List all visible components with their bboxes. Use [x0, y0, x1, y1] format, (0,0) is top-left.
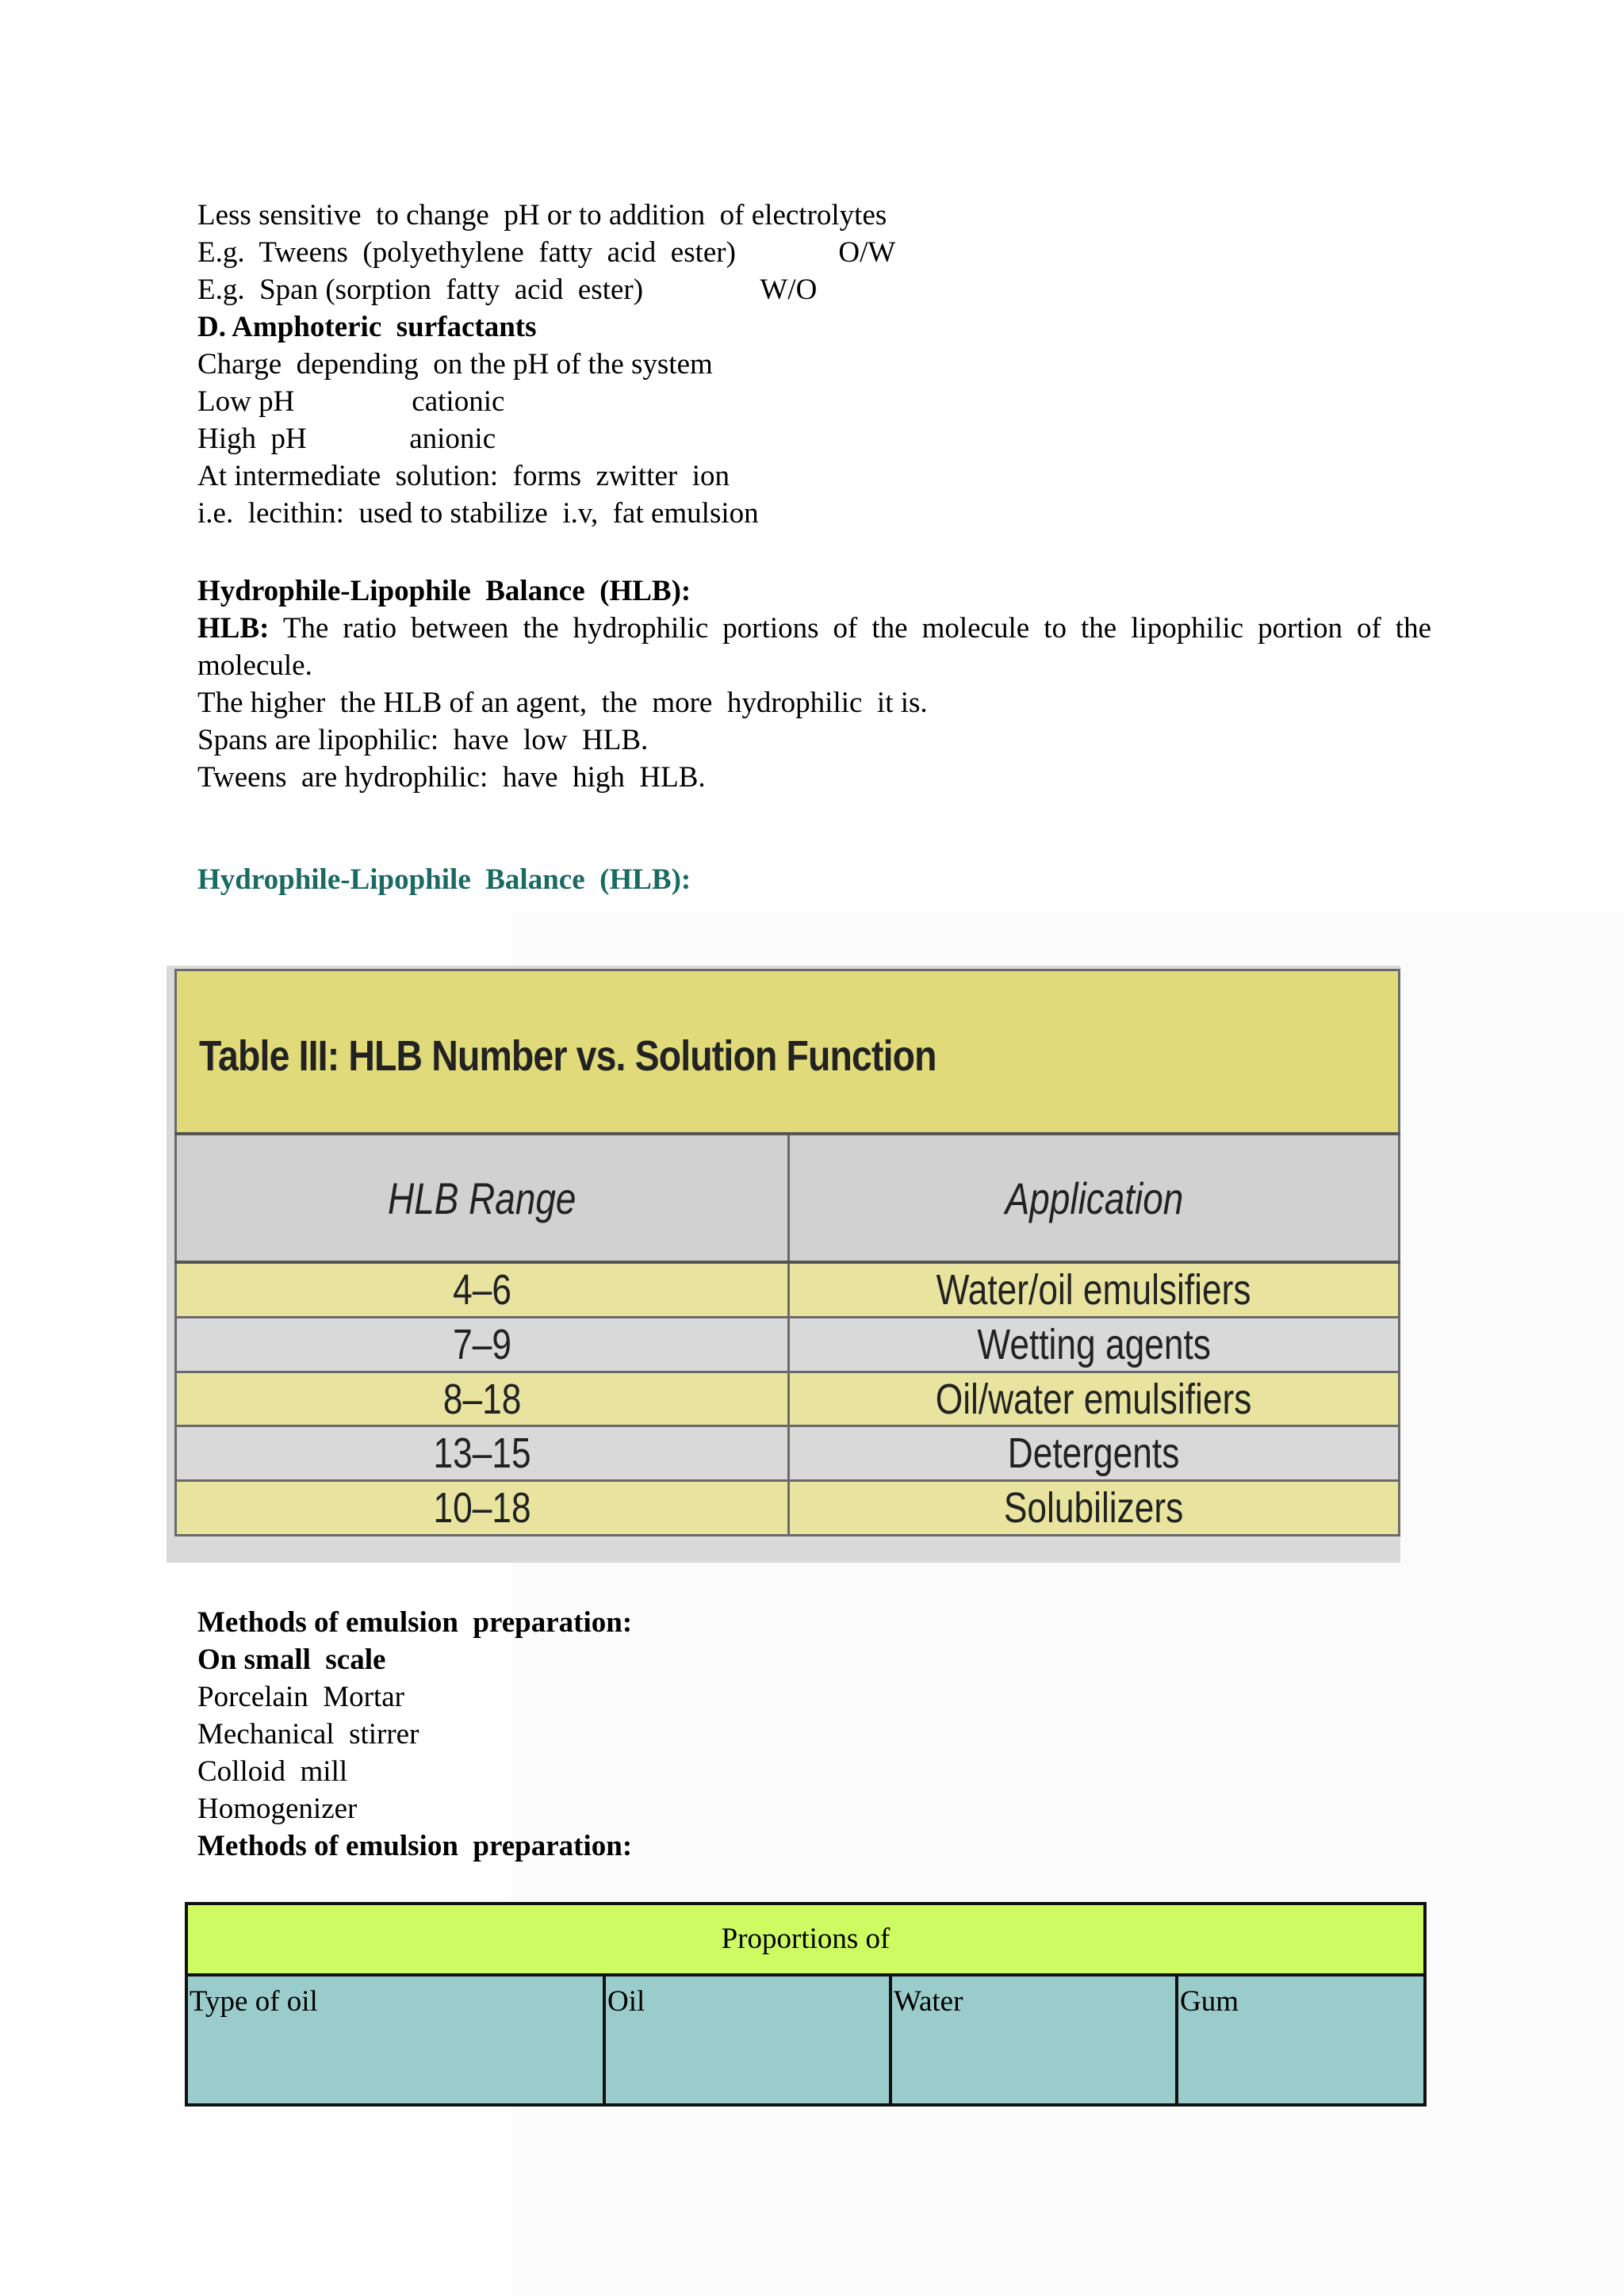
hlb-range-cell: 8–18	[176, 1372, 789, 1426]
amphoteric-line: Charge depending on the pH of the system	[197, 348, 713, 381]
methods-heading: Methods of emulsion preparation:	[197, 1606, 633, 1639]
table-row	[176, 1372, 1400, 1426]
hlb-range-cell: 4–6	[176, 1262, 789, 1317]
proportions-column-oil: Oil	[604, 1975, 891, 2105]
methods-subheading: On small scale	[197, 1644, 386, 1676]
intro-section	[197, 197, 1434, 532]
hlb-figure-heading-block	[197, 861, 1434, 898]
amphoteric-line: Low pH cationic	[197, 385, 505, 418]
proportions-table	[185, 1902, 1427, 2107]
proportions-group-header: Proportions of	[186, 1904, 1425, 1975]
amphoteric-line: i.e. lecithin: used to stabilize i.v, fat emulsion	[197, 497, 759, 530]
hlb-range-cell: 10–18	[176, 1481, 789, 1536]
hlb-definition-label: HLB:	[197, 612, 270, 645]
methods-heading-repeat: Methods of emulsion preparation:	[197, 1830, 633, 1862]
hlb-figure-heading: Hydrophile-Lipophile Balance (HLB):	[197, 863, 691, 896]
table-row	[176, 1481, 1400, 1536]
hlb-range-cell: 13–15	[176, 1426, 789, 1481]
table-row	[176, 1262, 1400, 1317]
hlb-line: Spans are lipophilic: have low HLB.	[197, 724, 649, 756]
hlb-range-cell: 7–9	[176, 1318, 789, 1372]
amphoteric-line: At intermediate solution: forms zwitter ion	[197, 460, 730, 492]
hlb-definition-text: The ratio between the hydrophilic portions of the molecule to the lipophilic portion of the molecule.	[197, 612, 1431, 682]
amphoteric-heading: D. Amphoteric surfactants	[197, 311, 537, 343]
hlb-line: The higher the HLB of an agent, the more hydrophilic it is.	[197, 687, 928, 719]
hlb-table-header-application: Application	[789, 1134, 1400, 1262]
hlb-line: Tweens are hydrophilic: have high HLB.	[197, 761, 706, 794]
proportions-column-type-of-oil: Type of oil	[186, 1975, 604, 2105]
hlb-application-cell: Oil/water emulsifiers	[789, 1372, 1400, 1426]
hlb-definition	[197, 610, 1431, 684]
hlb-application-cell: Wetting agents	[789, 1318, 1400, 1372]
hlb-heading: Hydrophile-Lipophile Balance (HLB):	[197, 575, 691, 607]
methods-item: Colloid mill	[197, 1755, 348, 1788]
proportions-column-gum: Gum	[1177, 1975, 1425, 2105]
hlb-table-figure	[167, 966, 1400, 1563]
methods-section	[197, 1604, 1434, 1865]
intro-line: Less sensitive to change pH or to addition of electrolytes	[197, 199, 887, 232]
hlb-table	[174, 969, 1400, 1536]
amphoteric-line: High pH anionic	[197, 423, 496, 455]
methods-item: Porcelain Mortar	[197, 1681, 404, 1713]
table-row	[176, 1426, 1400, 1481]
intro-line: E.g. Tweens (polyethylene fatty acid ester) O/W	[197, 236, 896, 269]
intro-line: E.g. Span (sorption fatty acid ester) W/O	[197, 274, 818, 306]
table-row	[176, 1318, 1400, 1372]
methods-item: Mechanical stirrer	[197, 1718, 419, 1751]
hlb-table-header-range: HLB Range	[176, 1134, 789, 1262]
hlb-application-cell: Detergents	[789, 1426, 1400, 1481]
methods-item: Homogenizer	[197, 1793, 358, 1825]
proportions-column-water: Water	[891, 1975, 1177, 2105]
hlb-application-cell: Solubilizers	[789, 1481, 1400, 1536]
hlb-section	[197, 572, 1431, 796]
hlb-table-title: Table III: HLB Number vs. Solution Function	[176, 970, 1400, 1135]
hlb-application-cell: Water/oil emulsifiers	[789, 1262, 1400, 1317]
